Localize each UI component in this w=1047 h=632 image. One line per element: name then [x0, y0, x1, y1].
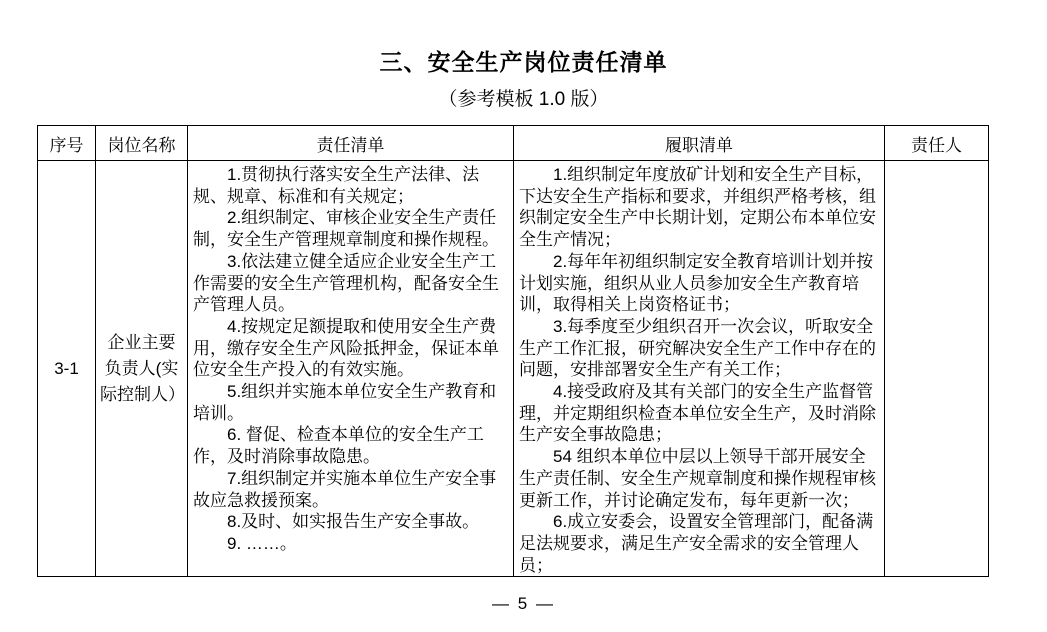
- page-number: — 5 —: [492, 594, 555, 613]
- performance-item: 6.成立安委会，设置安全管理部门，配备满足法规要求，满足生产安全需求的安全管理人员；: [519, 512, 874, 575]
- duty-item: 8.及时、如实报告生产安全事故。: [227, 512, 480, 532]
- performance-item: 4.接受政府及其有关部门的安全生产监督管理，并定期组织检查本单位安全生产，及时消除生产安全事故隐患；: [519, 382, 876, 445]
- responsibility-table: [37, 125, 989, 577]
- duty-item: 3.依法建立健全适应企业安全生产工作需要的安全生产管理机构，配备安全生产管理人员。: [193, 251, 499, 315]
- duty-item: 7.组织制定并实施本单位生产安全事故应急救援预案。: [193, 468, 497, 510]
- cell-duty-list: [188, 161, 514, 577]
- col-header-duties: 责任清单: [188, 126, 514, 161]
- cell-performance-list: [514, 161, 885, 577]
- col-header-performance: 履职清单: [514, 126, 885, 161]
- duty-item: 2.组织制定、审核企业安全生产责任制，安全生产管理规章制度和操作规程。: [193, 208, 499, 250]
- duty-item: 1.贯彻执行落实安全生产法律、法规、规章、标准和有关规定；: [193, 165, 480, 206]
- cell-responsible-person: [885, 161, 989, 577]
- duty-item: 4.按规定足额提取和使用安全生产费用，缴存安全生产风险抵押金，保证本单位安全生产投入的有效实施。: [193, 316, 499, 380]
- performance-item: 54 组织本单位中层以上领导干部开展安全生产责任制、安全生产规章制度和操作规程审核更新工作，并讨论确定发布，每年更新一次；: [519, 447, 876, 510]
- duty-list: [193, 164, 508, 576]
- table-row: [38, 161, 989, 577]
- performance-item: 3.每季度至少组织召开一次会议，听取安全生产工作汇报，研究解决安全生产工作中存在的问题，安排部署安全生产有关工作；: [519, 316, 876, 380]
- col-header-serial: 序号: [38, 126, 96, 161]
- cell-position-name: 企业主要负责人(实际控制人）: [96, 161, 188, 577]
- page-subtitle: （参考模板 1.0 版）: [438, 89, 609, 110]
- page-title: 三、安全生产岗位责任清单: [379, 49, 668, 75]
- duty-item: 9. ……。: [227, 533, 297, 553]
- col-header-position: 岗位名称: [96, 126, 188, 161]
- col-header-person: 责任人: [885, 126, 989, 161]
- performance-item: 2.每年年初组织制定安全教育培训计划并按计划实施，组织从业人员参加安全生产教育培训，取得相关上岗资格证书；: [519, 251, 874, 315]
- cell-serial-number: 3-1: [38, 161, 96, 577]
- performance-list: [519, 164, 879, 576]
- performance-item: 1.组织制定年度放矿计划和安全生产目标，下达安全生产指标和要求，并组织严格考核，组织制定安全生产中长期计划，定期公布本单位安全生产情况；: [519, 165, 876, 250]
- duty-item: 6. 督促、检查本单位的安全生产工作，及时消除事故隐患。: [193, 425, 484, 467]
- duty-item: 5.组织并实施本单位安全生产教育和培训。: [193, 382, 497, 423]
- table-header-row: [38, 126, 989, 161]
